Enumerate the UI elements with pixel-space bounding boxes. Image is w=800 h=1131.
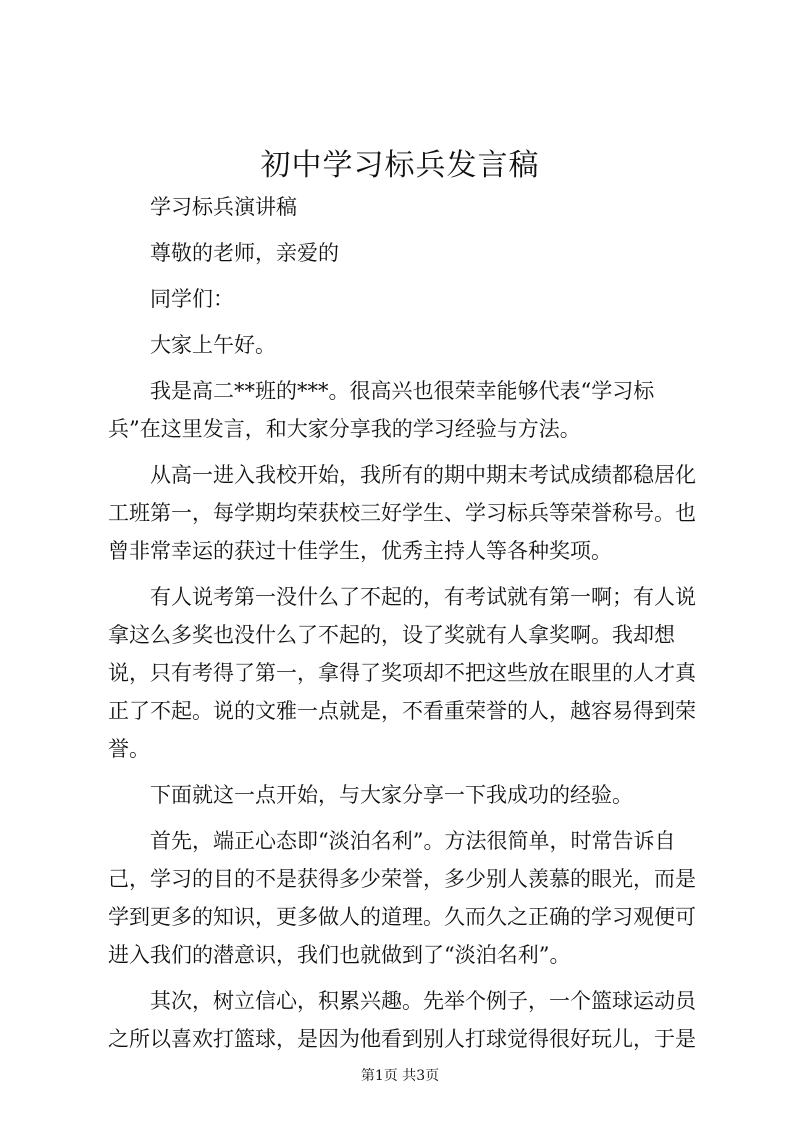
paragraph: 学习标兵演讲稿 [150, 195, 297, 219]
paragraph: 我是高二**班的***。很高兴也很荣幸能够代表“学习标兵”在这里发言，和大家分享我的学习经验与方法。 [108, 379, 655, 441]
paragraph: 大家上午好。 [150, 333, 276, 357]
document-body [108, 188, 704, 1058]
paragraph: 尊敬的老师，亲爱的 [150, 241, 339, 265]
document-title: 初中学习标兵发言稿 [260, 148, 540, 183]
paragraph: 首先，端正心态即“淡泊名利”。方法很简单，时常告诉自己，学习的目的不是获得多少荣誉，多少别人羡慕的眼光，而是学到更多的知识，更多做人的道理。久而久之正确的学习观便可进入我们的潜意识，我们也就做到了“淡泊名利”。 [108, 829, 696, 967]
paragraph: 同学们： [150, 287, 234, 311]
paragraph: 有人说考第一没什么了不起的，有考试就有第一啊；有人说拿这么多奖也没什么了不起的，设了奖就有人拿奖啊。我却想说，只有考得了第一，拿得了奖项却不把这些放在眼里的人才真正了不起。说的文雅一点就是，不看重荣誉的人，越容易得到荣誉。 [108, 585, 696, 761]
page-number-footer: 第1页 共3页 [360, 1068, 440, 1084]
paragraph: 其次，树立信心，积累兴趣。先举个例子，一个篮球运动员之所以喜欢打篮球，是因为他看到别人打球觉得很好玩儿，于是 [108, 989, 696, 1051]
paragraph: 下面就这一点开始，与大家分享一下我成功的经验。 [150, 783, 633, 807]
paragraph: 从高一进入我校开始，我所有的期中期末考试成绩都稳居化工班第一，每学期均荣获校三好学生、学习标兵等荣誉称号。也曾非常幸运的获过十佳学生，优秀主持人等各种奖项。 [108, 463, 696, 563]
